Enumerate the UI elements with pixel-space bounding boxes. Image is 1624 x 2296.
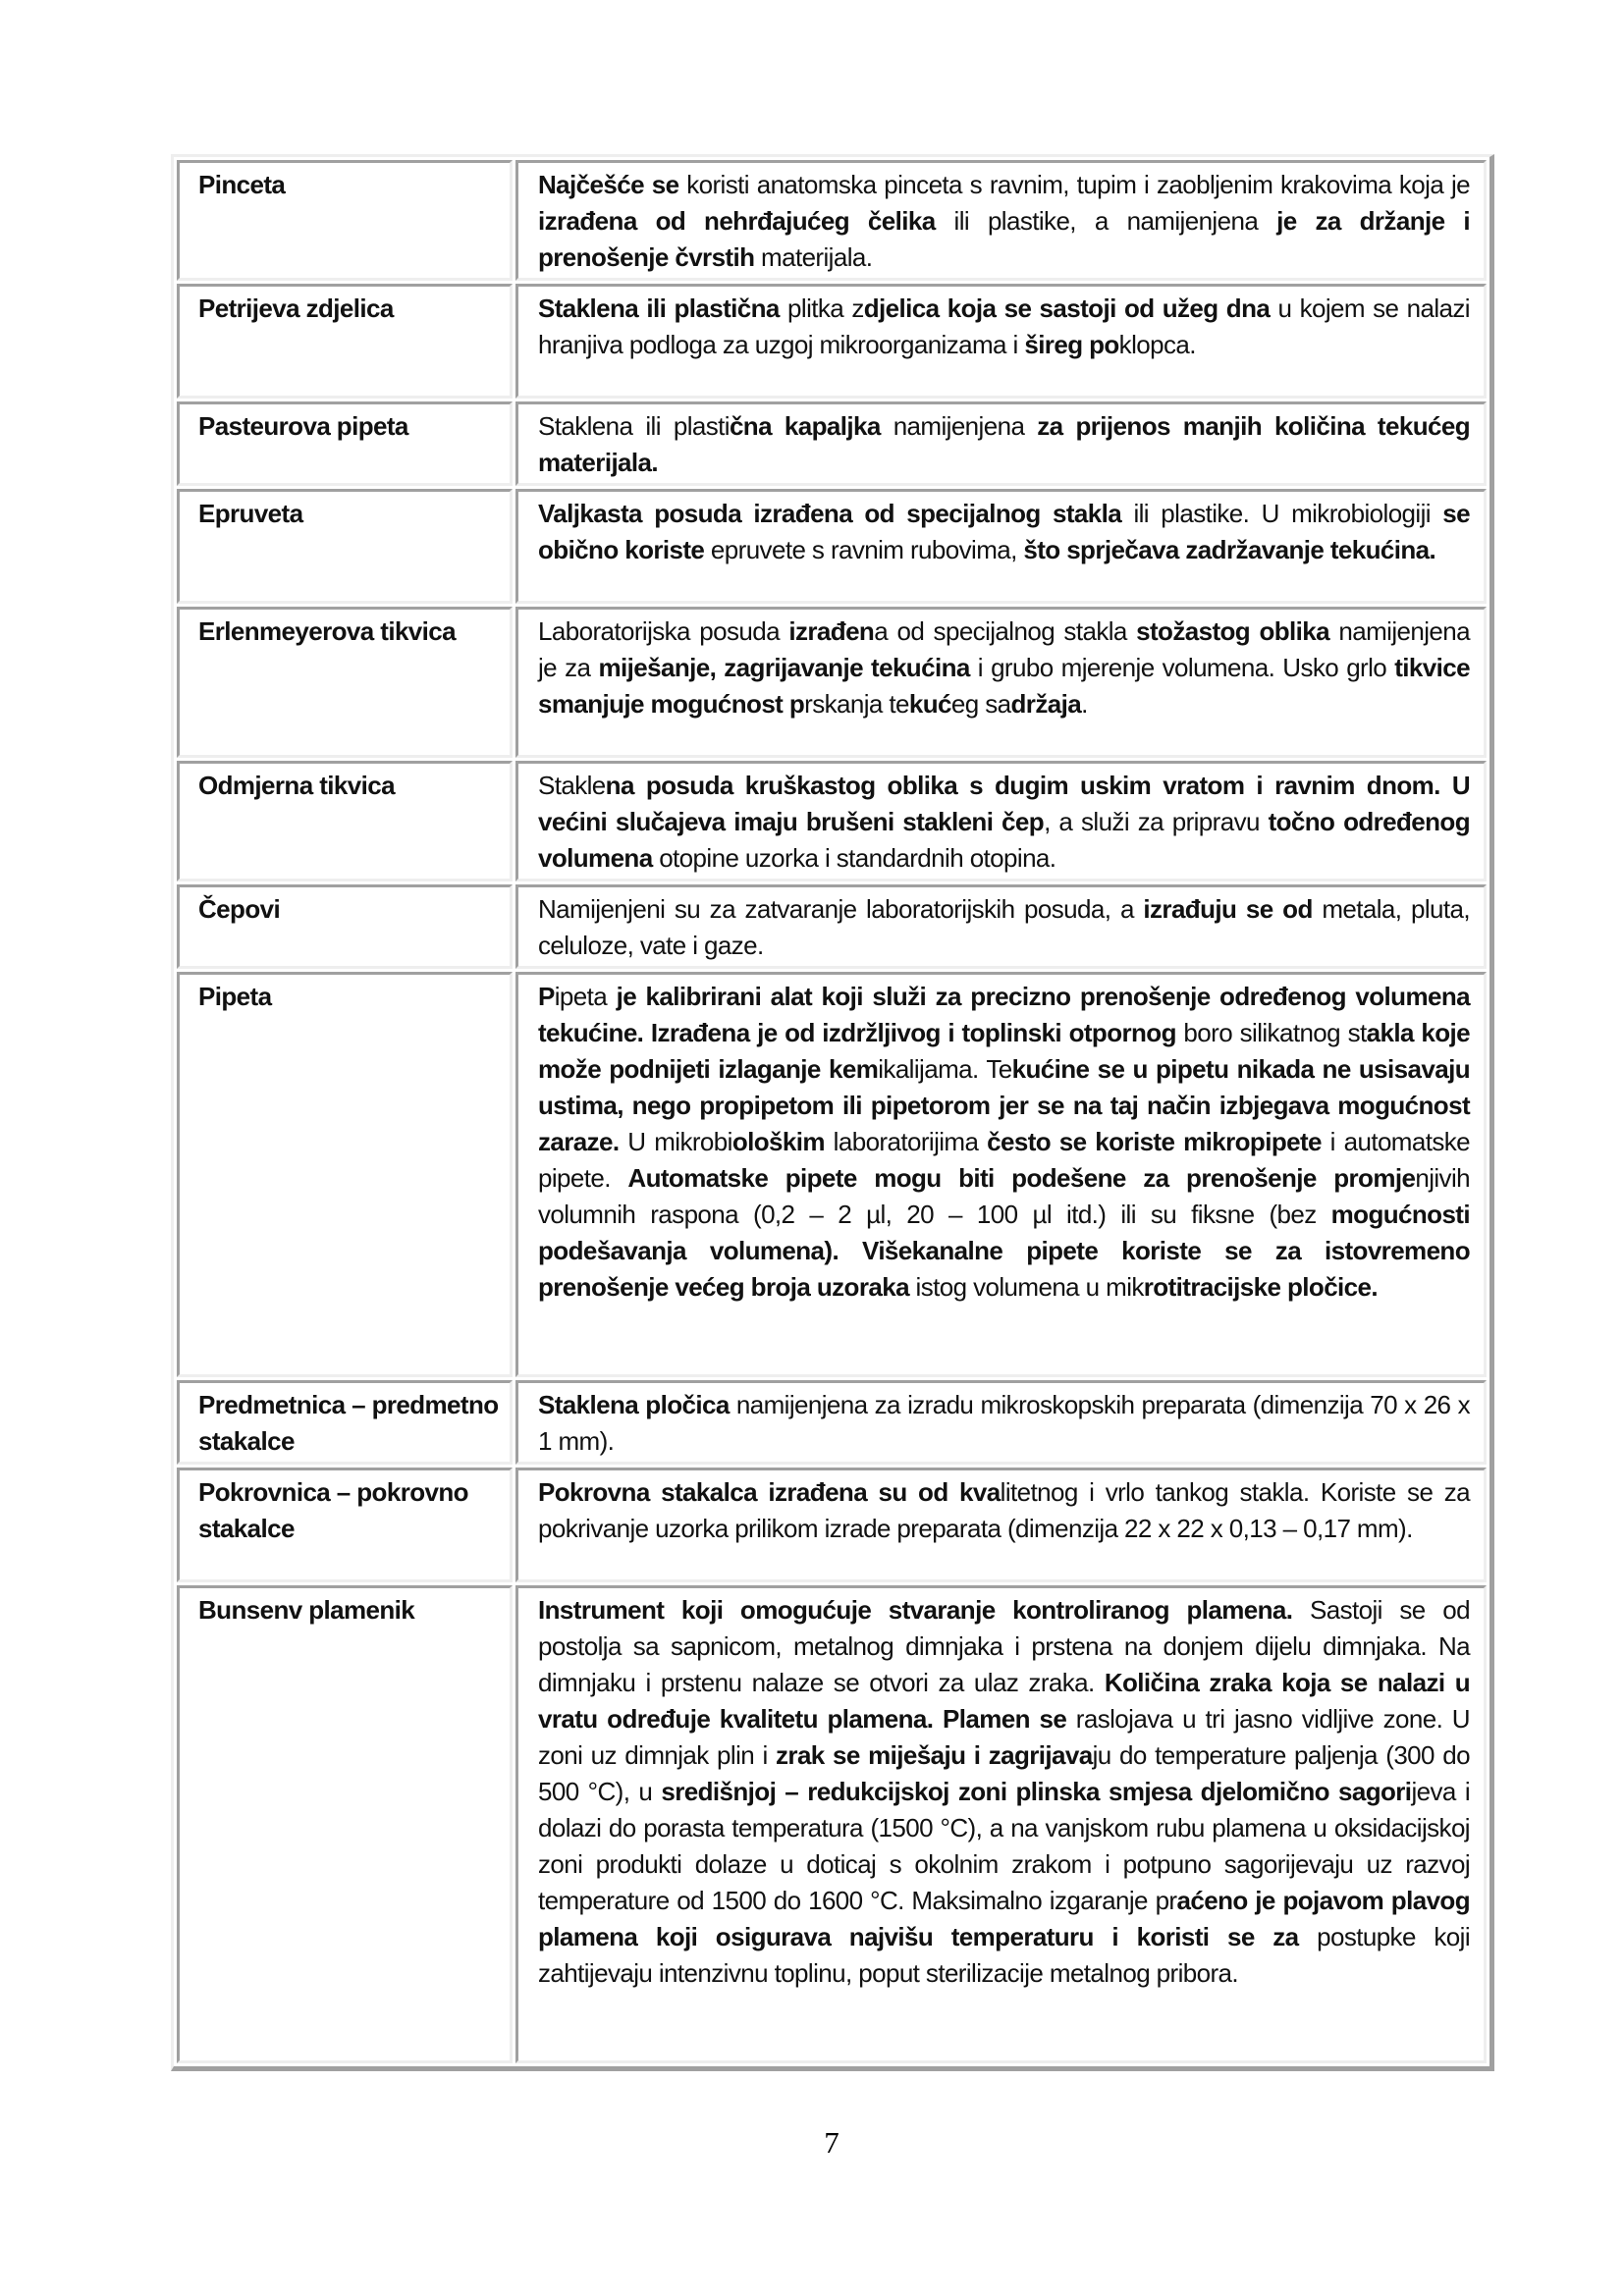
term-cell (177, 972, 513, 1377)
term-cell (177, 160, 513, 281)
bold-text-segment: čna kapaljka (729, 411, 881, 441)
bold-text-segment: djelica koja se sastoji od užeg dna (863, 294, 1271, 323)
description-text (538, 291, 1470, 363)
bold-text-segment: mogućnosti podešavanja volumena). Višekanalne pipete koriste se za istovremeno prenošenje većeg broja uzoraka (538, 1200, 1470, 1302)
text-segment: a od specijalnog stakla (874, 616, 1137, 646)
description-cell (515, 761, 1487, 881)
bold-text-segment: aćeno je pojavom plavog plamena koji osigurava najvišu temperaturu i koristi se za (538, 1886, 1470, 1951)
table-row (177, 607, 1487, 758)
description-cell (515, 884, 1487, 969)
description-text (538, 408, 1470, 481)
text-segment: ikalijama. Te (878, 1054, 1012, 1084)
bold-text-segment: na posuda kruškastog oblika s dugim uskim vratom i ravnim dnom. U većini slučajeva imaju brušeni stakleni čep (538, 771, 1470, 836)
table-row (177, 284, 1487, 399)
description-cell (515, 1585, 1487, 2063)
bold-text-segment: izrađuju se od (1143, 894, 1313, 924)
term-cell (177, 401, 513, 486)
description-cell (515, 489, 1487, 604)
description-cell (515, 1468, 1487, 1582)
bold-text-segment: Instrument koji omogućuje stvaranje kontroliranog plamena. (538, 1595, 1293, 1625)
table-row (177, 884, 1487, 969)
text-segment: ili plastike. U mikrobiologiji (1121, 499, 1443, 528)
description-cell (515, 1380, 1487, 1465)
text-segment: Laboratorijska posuda (538, 616, 789, 646)
bold-text-segment: Pokrovna stakalca izrađena su od kva (538, 1477, 1001, 1507)
text-segment: njivih volumnih raspona (0,2 – 2 µl, 20 – 100 µl itd.) ili su fiksne (bez (538, 1163, 1470, 1229)
bold-text-segment: je za držanje i prenošenje čvrstih (538, 206, 1470, 272)
text-segment: plitka z (779, 294, 864, 323)
text-segment: Stakle (538, 771, 606, 800)
term-cell (177, 607, 513, 758)
page-number: 7 (824, 2125, 839, 2160)
text-segment: klopca. (1118, 330, 1196, 359)
term-cell (177, 761, 513, 881)
term-label: Bunsenv plamenik (198, 1595, 415, 1625)
table-row (177, 972, 1487, 1377)
text-segment: Staklena ili plasti (538, 411, 730, 441)
text-segment: Namijenjeni su za zatvaranje laboratorijskih posuda, a (538, 894, 1144, 924)
bold-text-segment: kuć (908, 689, 951, 719)
bold-text-segment: kućine se u pipetu nikada ne usisavaju ustima, nego propipetom ili pipetorom jer se na taj način izbjegava mogućnost zaraze. (538, 1054, 1470, 1156)
description-text (538, 614, 1470, 722)
text-segment: U mikrobi (619, 1127, 732, 1156)
term-label: Odmjerna tikvica (198, 771, 395, 800)
description-cell (515, 160, 1487, 281)
bold-text-segment: akla koje može podnijeti izlaganje kem (538, 1018, 1470, 1084)
text-segment: eg sa (950, 689, 1011, 719)
text-segment: otopine uzorka i standardnih otopina. (652, 843, 1056, 873)
description-text (538, 167, 1470, 276)
bold-text-segment: za prijenos manjih količina tekućeg materijala. (538, 411, 1470, 477)
description-text (538, 768, 1470, 877)
bold-text-segment: točno određenog volumena (538, 807, 1470, 873)
table-row (177, 1585, 1487, 2063)
table-row (177, 401, 1487, 486)
text-segment: jeva i dolazi do porasta temperatura (1500 °C), a na vanjskom rubu plamena u oksidacijskoj zoni produkti dolaze u doticaj s okolnim zrakom i potpuno sagorijevaju uz razvoj temperature od 1500 do 1600 °C. Maksimalno izgaranje pr (538, 1777, 1470, 1915)
table-body (177, 160, 1487, 2063)
bold-text-segment: P (538, 982, 555, 1011)
description-text (538, 496, 1470, 568)
text-segment: namijenjena (880, 411, 1038, 441)
bold-text-segment: šireg po (1024, 330, 1119, 359)
text-segment: namijenjena za izradu mikroskopskih preparata (dimenzija 70 x 26 x 1 mm). (538, 1390, 1470, 1456)
description-text (538, 1387, 1470, 1460)
term-cell (177, 1585, 513, 2063)
bold-text-segment: ološkim (731, 1127, 825, 1156)
term-label: Petrijeva zdjelica (198, 294, 394, 323)
text-segment: namijenjena je za (538, 616, 1470, 682)
bold-text-segment: tikvice smanjuje mogućnost p (538, 653, 1470, 719)
text-segment: boro silikatnog st (1175, 1018, 1367, 1047)
bold-text-segment: Staklena pločica (538, 1390, 730, 1419)
text-segment: ju do temperature paljenja (300 do 500 °C), u (538, 1740, 1470, 1806)
text-segment: postupke koji zahtijevaju intenzivnu toplinu, poput sterilizacije metalnog pribora. (538, 1922, 1470, 1988)
table-row (177, 761, 1487, 881)
term-cell (177, 884, 513, 969)
lab-equipment-table (171, 154, 1494, 2071)
text-segment: materijala. (754, 242, 873, 272)
term-label: Epruveta (198, 499, 303, 528)
bold-text-segment: izrađen (788, 616, 875, 646)
text-segment: raslojava u tri jasno vidljive zone. U zoni uz dimnjak plin i (538, 1704, 1470, 1770)
description-text (538, 1474, 1470, 1547)
term-cell (177, 489, 513, 604)
term-label: Erlenmeyerova tikvica (198, 616, 457, 646)
text-segment: rskanja te (804, 689, 909, 719)
text-segment: . (1081, 689, 1088, 719)
bold-text-segment: Staklena ili plastična (538, 294, 780, 323)
term-label: Pasteurova pipeta (198, 411, 408, 441)
term-cell (177, 1380, 513, 1465)
text-segment: metala, pluta, celuloze, vate i gaze. (538, 894, 1470, 960)
bold-text-segment: rotitracijske pločice. (1143, 1272, 1379, 1302)
bold-text-segment: često se koriste mikropipete (987, 1127, 1322, 1156)
bold-text-segment: držaja (1010, 689, 1082, 719)
term-label: Predmetnica – predmetno stakalce (198, 1390, 499, 1456)
description-cell (515, 972, 1487, 1377)
bold-text-segment: Valjkasta posuda izrađena od specijalnog stakla (538, 499, 1122, 528)
text-segment: u kojem se nalazi hranjiva podloga za uzgoj mikroorganizama i (538, 294, 1470, 359)
bold-text-segment: Količina zraka koja se nalazi u vratu određuje kvalitetu plamena. Plamen se (538, 1668, 1470, 1734)
term-label: Pipeta (198, 982, 272, 1011)
bold-text-segment: miješanje, zagrijavanje tekućina (598, 653, 970, 682)
table-row (177, 1468, 1487, 1582)
bold-text-segment: izrađena od nehrđajućeg čelika (538, 206, 936, 236)
bold-text-segment: Automatske pipete mogu biti podešene za prenošenje promje (627, 1163, 1416, 1193)
term-cell (177, 284, 513, 399)
description-text (538, 979, 1470, 1306)
term-label: Pinceta (198, 170, 286, 199)
table-row (177, 1380, 1487, 1465)
text-segment: epruvete s ravnim rubovima, (704, 535, 1024, 564)
bold-text-segment: zrak se miješaju i zagrijava (776, 1740, 1093, 1770)
description-cell (515, 401, 1487, 486)
text-segment: koristi anatomska pinceta s ravnim, tupim i zaobljenim krakovima koja je (678, 170, 1470, 199)
bold-text-segment: Najčešće se (538, 170, 679, 199)
text-segment: Sastoji se od postolja sa sapnicom, metalnog dimnjaka i prstena na donjem dijelu dimnjaka. Na dimnjaku i prstenu nalaze se otvori za ulaz zraka. (538, 1595, 1470, 1697)
text-segment: laboratorijima (824, 1127, 988, 1156)
bold-text-segment: središnjoj – redukcijskoj zoni plinska smjesa djelomično sagori (661, 1777, 1412, 1806)
term-label: Pokrovnica – pokrovno stakalce (198, 1477, 468, 1543)
text-segment: i grubo mjerenje volumena. Usko grlo (969, 653, 1395, 682)
text-segment: ili plastike, a namijenjena (935, 206, 1277, 236)
description-text (538, 1592, 1470, 1992)
text-segment: istog volumena u mik (908, 1272, 1144, 1302)
text-segment: litetnog i vrlo tankog stakla. Koriste se za pokrivanje uzorka prilikom izrade preparata (dimenzija 22 x 22 x 0,13 – 0,17 mm). (538, 1477, 1470, 1543)
text-segment: ipeta (554, 982, 617, 1011)
bold-text-segment: stožastog oblika (1136, 616, 1329, 646)
bold-text-segment: se obično koriste (538, 499, 1470, 564)
description-cell (515, 284, 1487, 399)
text-segment: , a služi za pripravu (1044, 807, 1269, 836)
table-row (177, 489, 1487, 604)
table-row (177, 160, 1487, 281)
text-segment: i automatske pipete. (538, 1127, 1471, 1193)
term-cell (177, 1468, 513, 1582)
description-text (538, 891, 1470, 964)
bold-text-segment: je kalibrirani alat koji služi za precizno prenošenje određenog volumena tekućine. Izrađena je od izdržljivog i toplinski otpornog (538, 982, 1470, 1047)
term-label: Čepovi (198, 894, 281, 924)
description-cell (515, 607, 1487, 758)
bold-text-segment: što sprječava zadržavanje tekućina. (1023, 535, 1436, 564)
